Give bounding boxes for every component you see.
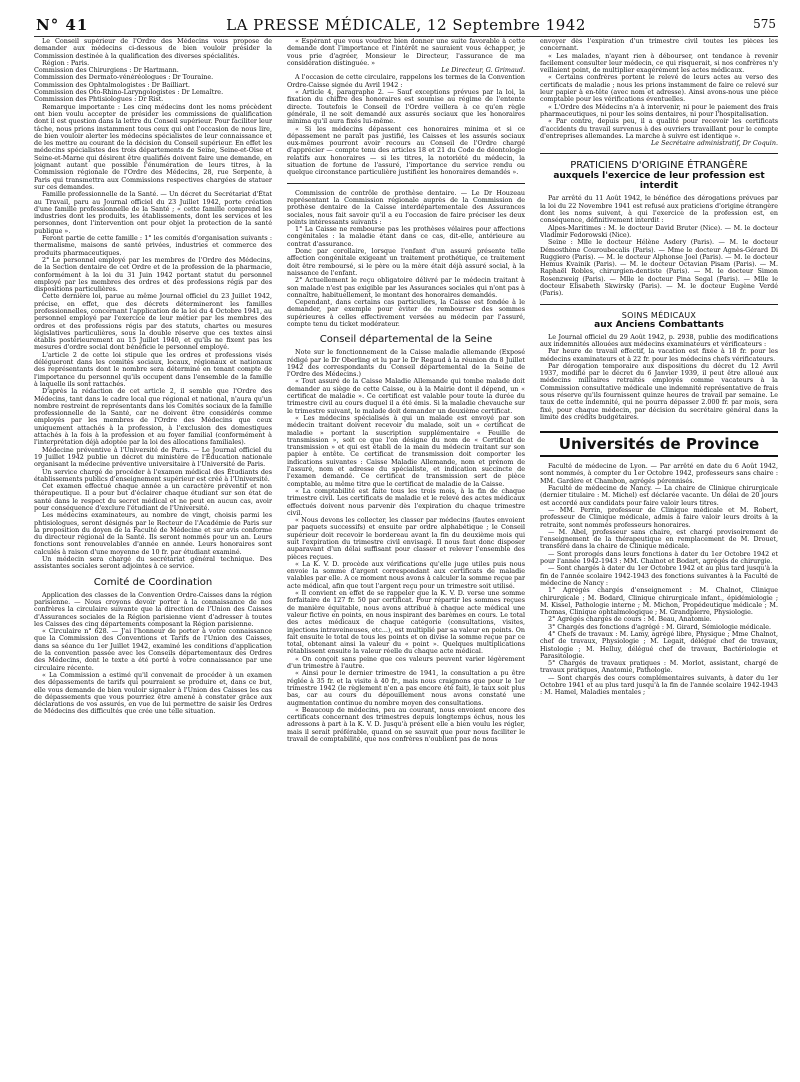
list-item: 3° Chargés des fonctions d'agrégé : M. Girard, Sémiologie médicale. <box>548 622 772 631</box>
section-subtitle: aux Anciens Combattants <box>594 319 724 330</box>
page-header <box>34 14 778 37</box>
paragraph: 2° Le personnel employé par les membres de l'Ordre des Médecins, de la Section dentaire de cet Ordre et de la profession de la pharmacie, conformément à la loi du 31 Juin 1942 portant statut du personnel employé par les membres des ordres et des professions régis par des dispositions particulières. <box>34 255 272 294</box>
list-item: — Sont chargés des cours complémentaires suivants, à dater du 1er Octobre 1941 et au plus tard jusqu'à la fin de l'année scolaire 1942-1943 : M. Hamel, Maladies mentales ; <box>540 673 778 697</box>
paragraph: Commission de contrôle de prothèse dentaire. — Le Dr Houzeau représentant la Commission régionale auprès de la Commission de prothèse dentaire de la Caisse interdépartementale des Assurances sociales, nous fait savoir qu'il a eu l'occasion de faire préciser les deux points intéressants suivants : <box>287 188 525 226</box>
issue-date: 12 Septembre 1942 <box>427 16 586 34</box>
section-title: SOINS MÉDICAUX <box>621 310 697 320</box>
paragraph: Par dérogation temporaire aux dispositions du décret du 12 Avril 1937, modifié par le décret du 6 Janvier 1939, il peut être alloué aux médecins militaires retraités employés comme vacateurs à la Commission consultative médicale une indemnité représentative de frais sous réserve qu'ils fournissent quinze heures de travail par semaine. Le taux de cette indemnité, qui ne pourra dépasser 2.000 fr. par mois, sera fixé, pour chaque médecin, par décision du secrétaire général dans la limite des crédits budgétaires. <box>540 361 778 421</box>
paragraph: — Sont prorogés dans leurs fonctions à dater du 1er Octobre 1942 et pour l'année 1942-1943 : MM. Chalnot et Bodart, agrégés de chirurgie. <box>540 549 778 566</box>
newspaper-page <box>34 14 778 1074</box>
section-title: Universités de Province <box>558 435 760 454</box>
paragraph: Note sur le fonctionnement de la Caisse maladie allemande (Exposé rédigé par le Dr Oberling et lu par le Dr Regaud à la réunion du 8 Juillet 1942 des correspondants du Conseil départemental de la Seine de l'Ordre des Médecins.) <box>287 348 525 379</box>
page-number: 575 <box>753 17 776 31</box>
paragraph: L'article 2 de cette loi stipule que les ordres et professions visés délégueront dans les comités sociaux, locaux, régionaux et nationaux des représentants dont le nombre sera déterminé en tenant compte de l'importance du personnel qu'ils occupent dans l'ensemble de la famille à laquelle ils sont rattachés. <box>34 350 272 388</box>
section-subtitle: auxquels l'exercice de leur profession est interdit <box>553 171 765 192</box>
paragraph: « Les médecins spécialisés à qui un malade est envoyé par son médecin traitant doivent recevoir du malade, soit un « certificat de maladie » portant la suscription supplémentaire « Feuille de transmission », soit ce que l'on désigne du nom de « Certificat de transmission » et qui est établi de la main du médecin traitant sur son papier à entête. Ce certificat de transmission doit comporter les indications suivantes : Caisse Maladie Allemande, nom et prénom de l'assuré, nom et adresse du spécialiste, et indication succincte de l'examen demandé. Ce certificat de transmission sert de pièce comptable, au même titre que le certificat de maladie de la Caisse. <box>287 413 525 488</box>
column-1 <box>34 38 272 1074</box>
list-item: Commission des Chirurgiens : Dr Hartmann. <box>34 66 179 75</box>
paragraph: — Sont chargés à dater du 1er Octobre 1942 et au plus tard jusqu'à la fin de l'année scolaire 1942-1943 des fonctions suivantes à la Faculté de médecine de Nancy : <box>540 564 778 587</box>
paragraph: « On conçoit sans peine que ces valeurs peuvent varier légèrement d'un trimestre à l'autre. <box>287 654 525 671</box>
section-title: Conseil départemental de la Seine <box>319 334 493 346</box>
section-heading <box>287 334 525 345</box>
section-heading <box>34 577 272 588</box>
paragraph: « Si les médecins dépassent ces honoraires minima et si ce dépassement ne paraît pas justifié, les Caisses et les assurés sociaux eux-mêmes pourront avoir recours au Conseil de l'Ordre chargé d'apprécier — compte tenu des articles 18 et 21 du Code de déontologie relatifs aux honoraires — si les titres, la notoriété du médecin, la situation de fortune de l'assuré, l'importance du service rendu ou quelque circonstance particulière justifient les honoraires demandés ». <box>287 124 525 177</box>
paragraph: Seine : Mlle le docteur Hélène Asdery (Paris). — M. le docteur Démosthène Couroubecalis (Paris). — Mme le docteur Agnès-Gérard Di Ruggiero (Paris). — M. le docteur Alphonse Joel (Paris). — M. le docteur Hemus Kvainik (Paris). — M. le docteur Octavian Pisam (Paris). — M. Raphaël Robles, chirurgien-dentiste (Paris). — M. le docteur Simon Rosenzweig (Paris). — Mlle le docteur Pina Segal (Paris). — Mlle le docteur Elisabeth Skwirsky (Paris). — M. le docteur Eugène Verdé (Paris). <box>540 238 778 298</box>
list-item: Commission des Oto-Rhino-Laryngologistes : Dr Lemaître. <box>34 88 224 97</box>
divider <box>540 304 778 305</box>
paragraph: 2° Actuellement le reçu obligatoire délivré par le médecin traitant à son malade n'est pas exigible par les Assurances sociales qui n'ont pas à connaître, habituellement, le montant des honoraires demandés. <box>287 276 525 299</box>
paragraph: Le Journal officiel du 29 Août 1942, p. 2938, publie des modifications aux indemnités allouées aux médecins examinateurs et vérificateurs : <box>540 332 778 348</box>
paragraph: Le Conseil supérieur de l'Ordre des Médecins vous propose de demander aux médecins ci-dessous de bien vouloir présider la Commission destinée à la qualification des diverses spécialités. <box>34 38 272 60</box>
paragraph: « Par contre, depuis peu, il a qualité pour recevoir les certificats d'accidents du travail survenus à des ouvriers travaillant pour le compte d'entreprises allemandes. La marche à suivre est identique ». <box>540 117 778 140</box>
paragraph: Médecine préventive à l'Université de Paris. — Le Journal officiel du 19 Juillet 1942 publie un décret du ministère de l'Éducation nationale organisant la médecine préventive universitaire à l'Université de Paris. <box>34 445 272 469</box>
paragraph: Par heure de travail effectif, la vacation est fixée à 18 fr. pour les médecins examinateurs et à 22 fr. pour les médecins chefs vérificateurs. <box>540 347 778 363</box>
paragraph: Faculté de médecine de Lyon. — Par arrêté en date du 6 Août 1942, sont nommés, à compter du 1er Octobre 1942, professeurs sans chaire : MM. Gardère et Chambon, agrégés pérennisés. <box>540 462 778 485</box>
paragraph: Région : Paris. <box>42 58 90 67</box>
paragraph: 1° La Caisse ne rembourse pas les prothèses vélaires pour affections congénitales : la maladie étant dans ce cas, dit-elle, antérieure au contrat d'assurance. <box>287 225 525 248</box>
issue-number: N° 41 <box>36 16 89 34</box>
paragraph: Alpes-Maritimes : M. le docteur David Bruter (Nice). — M. le docteur Vladimir Fedorowski (Nice). <box>540 223 778 239</box>
paragraph: « Ainsi pour le dernier trimestre de 1941, la consultation a pu être réglée à 35 fr. et la visite à 40 fr., mais nous craignons que pour le 1er trimestre 1942 (le règlement n'en a pas encore été fait), le taux soit plus bas, car au cours du dépouillement nous avons constaté une augmentation continue du nombre moyen des consultations. <box>287 669 525 707</box>
paragraph: D'après la rédaction de cet article 2, il semble que l'Ordre des Médecins, tant dans le cadre local que régional et national, n'aura qu'un nombre restreint de représentants dans les Comités sociaux de la famille professionnelle de la Santé, car ne doivent être considérés comme employés par les membres de l'Ordre des Médecins que ceux uniquement attachés à la profession, à l'exclusion des domestiques attachés à la fois à la profession et au foyer familial (conformément à l'interprétation déjà adoptée par la loi des allocations familiales). <box>34 387 272 447</box>
paragraph: « Tout assuré de la Caisse Maladie Allemande qui tombe malade doit demander au siège de cette Caisse, ou à la Mairie dont il dépend, un « certificat de maladie ». Ce certificat est valable pour toute la durée du trimestre civil au cours duquel il a été émis. Si la maladie chevauche sur le trimestre suivant, le malade doit demander un deuxième certificat. <box>287 377 525 415</box>
paragraph: « L'Ordre des Médecins n'a à intervenir, ni pour le paiement des frais pharmaceutiques, ni pour les soins dentaires, ni pour l'hospitalisation. <box>540 102 778 118</box>
section-heading <box>540 431 778 457</box>
list-item: 2° Agrégés chargés de cours : M. Beau, Anatomie. <box>548 615 712 624</box>
paragraph: — MM. Perrin, professeur de Clinique médicale et M. Robert, professeur de Clinique médicale, admis à faire valoir leurs droits à la retraite, sont nommés professeurs honoraires. <box>540 505 778 529</box>
paragraph: « Espérant que vous voudrez bien donner une suite favorable à cette demande dont l'importance et l'intérêt ne sauraient vous échapper, je vous prie d'agréer, Monsieur le Directeur, l'assurance de ma considération distinguée. » <box>287 38 525 67</box>
paragraph: Les médecins examinateurs, au nombre de vingt, choisis parmi les phtisiologues, seront désignés par le Recteur de l'Académie de Paris sur la proposition du doyen de la Faculté de Médecine et sur avis conforme du directeur régional de la Santé. Ils seront nommés pour un an. Leurs fonctions sont renouvelables d'année en année. Leurs honoraires sont calculés à raison d'une moyenne de 10 fr. par étudiant examiné. <box>34 511 272 556</box>
paragraph: « Beaucoup de médecins, peu au courant, nous envoient encore des certificats concernant des trimestres depuis longtemps échus, nous les adressons à part à la K. V. D. Jusqu'à présent elle a bien voulu les régler, mais il serait préférable, quand on se sauvait que pour nous faciliter le travail de comptabilité, que nos confrères n'oublient pas de nous <box>287 705 525 744</box>
signature: Le Directeur, G. Grimaud. <box>441 66 525 75</box>
divider <box>540 153 778 154</box>
masthead <box>34 16 778 34</box>
paragraph: A l'occasion de cette circulaire, rappelons les termes de la Convention Ordre-Caisse signée du Avril 1942 : <box>287 73 525 89</box>
list-item: 1° Agrégés chargés d'enseignement : M. Chalnot, Clinique chirurgicale ; M. Bodard, Clinique chirurgicale infant., épidémiologie ; M. Kissel, Pathologie interne ; M. Michon, Propédeutique médicale ; M. Thomas, Clinique ophtalmologique ; M. Grandpierre, Physiologie. <box>540 586 778 617</box>
divider <box>287 183 525 184</box>
journal-title: LA PRESSE MÉDICALE, <box>226 16 422 34</box>
list-item: Commission des Phtisiologues : Dr Rist. <box>34 95 164 104</box>
paragraph: « Circulaire n° 628. — J'ai l'honneur de porter à votre connaissance que la Commission des Conventions et Tarifs de l'Union des Caisses, dans sa séance du 1er Juillet 1942, examiné les conditions d'application de la convention passée avec les Conseils départementaux des Ordres des Médecins, dont le texte a été porté à votre connaissance par une circulaire récente. <box>34 627 272 672</box>
paragraph: « La comptabilité est faite tous les trois mois, à la fin de chaque trimestre civil. Les certificats de maladie et le relevé des actes médicaux effectués doivent nous parvenir dès l'expiration du chaque trimestre civil. <box>287 486 525 517</box>
list-item: 5° Chargés de travaux pratiques : M. Morlot, assistant, chargé de travaux pratiques, Anatomie, Pathologie. <box>540 659 778 675</box>
paragraph: « La K. V. D. procède aux vérifications qu'elle juge utiles puis nous envoie la somme d'argent correspondant aux certificats de maladie valables par elle. A ce moment nous avons à calculer la somme reçue par acte médical, afin que tout l'argent reçu pour un trimestre soit utilisé. <box>287 559 525 590</box>
paragraph: envoyer dès l'expiration d'un trimestre civil toutes les pièces les concernant. <box>540 38 778 53</box>
paragraph: « Il convient en effet de se rappeler que la K. V. D. verse une somme forfaitaire de 127 fr. 50 par certificat. Pour répartir les sommes reçues de manière équitable, nous avons attribué à chaque acte médical une valeur fictive en points, en nous inspirant des barèmes en cours. Le total des actes médicaux de chaque catégorie (consultations, visites, injections intraveineuses, etc...), est multiplié par sa valeur en points. On fait ensuite le total de tous les points et on divise la somme reçue par ce total, obtenant ainsi la valeur du « point ». Quelques multiplications rétablissent ensuite la valeur réelle du chaque acte médical. <box>287 589 525 656</box>
paragraph: Donc par corollaire, lorsque l'enfant d'un assuré présente telle affection congénitale exigeant un traitement prothétique, ce traitement doit être remboursé, si le père ou la mère était déjà assuré social, à la naissance de l'enfant. <box>287 247 525 277</box>
paragraph: Faculté de médecine de Nancy. — La chaire de Clinique chirurgicale (dernier titulaire : M. Michel) est déclarée vacante. Un délai de 20 jours est accordé aux candidats pour faire valoir leurs titres. <box>540 484 778 507</box>
paragraph: Famille professionnelle de la Santé. — Un décret du Secrétariat d'État au Travail, paru au Journal officiel du 23 Juillet 1942, porte création d'une famille professionnelle de la Santé ; « cette famille comprend les industries dont les produits, les établissements, dont les services et les personnes, dont l'intervention ont pour objet la protection de la santé publique ». <box>34 190 272 235</box>
list-item: 4° Chefs de travaux : M. Lamy, agrégé libre, Physique ; Mme Chalnot, chef de travaux, Physiologie ; M. Legait, délégué chef de travaux, Histologie ; M. Helluy, délégué chef de travaux, Bactériologie et Parasitologie. <box>540 630 778 660</box>
paragraph: Un médecin sera chargé du secrétariat général technique. Des assistantes sociales seront adjointes à ce service. <box>34 555 272 571</box>
section-title: Comité de Coordination <box>93 576 213 588</box>
paragraph: Application des classes de la Convention Ordre-Caisses dans la région parisienne. — Nous croyons devoir porter à la connaissance de nos confrères la circulaire suivante que la direction de l'Union des Caisses d'Assurances sociales de la Région parisienne vient d'adresser à toutes les Caisses des cinq départements composant la Région parisienne. <box>34 590 272 628</box>
paragraph: « Certains confrères portent le relevé de leurs actes au verso des certificats de maladie ; nous les prions instamment de faire ce relevé sur leur papier à en-tête (avec nom et adresse). Ainsi avons-nous une pièce comptable pour les vérifications éventuelles. <box>540 73 778 104</box>
paragraph: « Nous devons les collecter, les classer par médecins (fautes envoient par paquets successifs) et ensuite par ordre alphabétique ; le Conseil supérieur doit recevoir le bordereau avant la fin du deuxième mois qui suit l'expiration du trimestre civil envisagé. Il nous faut donc disposer auparavant d'un délai suffisant pour classer et relever l'ensemble des pièces reçues. <box>287 516 525 561</box>
section-heading <box>540 160 778 191</box>
paragraph: Cet examen effectué chaque année a un caractère préventif et non thérapeutique. Il a pour but d'éclairer chaque étudiant sur son état de santé dans le respect du secret médical et ne peut en aucun cas, avoir pour conséquence d'exclure l'étudiant de l'Université. <box>34 482 272 512</box>
signature: Le Secrétaire administratif, Dr Coquin. <box>651 139 778 148</box>
paragraph: Remarque importante : Les cinq médecins dont les noms précèdent ont bien voulu accepter de présider les commissions de qualification dont il est question dans la lettre du Conseil supérieur. Pour faciliter leur tâche, nous prions instamment tous ceux qui ont l'occasion de nous lire, de bien vouloir alerter les médecins spécialistes de leur connaissance et de les mettre au courant de la décision du Conseil supérieur. En effet les médecins spécialistes des trois départements de Seine, Seine-et-Oise et Seine-et-Marne qui désirent être qualifiés doivent faire une demande, en joignant autant que possible l'énumération de leurs titres, à la Commission régionale de l'Ordre des Médecins, 28, rue Serpente, à Paris qui transmettra aux Commissions respectives chargées de statuer sur ces demandes. <box>34 102 272 191</box>
list-item: Commission des Ophtalmologistes : Dr Bailliart. <box>34 80 190 89</box>
section-heading <box>540 311 778 330</box>
paragraph: « Les malades, n'ayant rien à débourser, ont tendance à revenir facilement consulter leur médecin, ce qui risquerait, si nos confrères n'y veillaient point, de multiplier exagérément les actes médicaux. <box>540 51 778 75</box>
paragraph: « Article 4, paragraphe 2. — Sauf exceptions prévues par la loi, la fixation du chiffre des honoraires est soumise au régime de l'entente directe. Toutefois le Conseil de l'Ordre veillera à ce qu'en règle générale, il ne soit demandé aux assurés sociaux que les honoraires minima qu'il aura fixés lui-même. <box>287 88 525 126</box>
paragraph: Feront partie de cette famille : 1° les comités d'organisation suivants : thermalisme, maisons de santé privées, industries et commerce des produits pharmaceutiques. <box>34 234 272 257</box>
paragraph: « La Commission a estimé qu'il convenait de procéder à un examen des dépassements de tarifs qui pourraient se produire et, dans ce but, elle vous demande de bien vouloir signaler à l'Union des Caisses les cas de dépassements que vous pourriez être amené à constater grâce aux déclarations de vos assurés, en vue de lui permettre de saisir les Ordres de Médecins des difficultés que crée une telle situation. <box>34 670 272 716</box>
section-title: PRATICIENS D'ORIGINE ÉTRANGÈRE <box>570 160 748 172</box>
paragraph: — M. Abel, professeur sans chaire, est chargé provisoirement de l'enseignement de la thérapeutique en remplacement de M. Drouet, transféré dans la chaire de Clinique médicale. <box>540 527 778 551</box>
column-3 <box>540 38 778 1074</box>
paragraph: Cette dernière loi, parue au même Journal officiel du 23 Juillet 1942, précise, en effet, que des décrets détermineront les familles professionnelles, concernant l'application de la loi du 4 Octobre 1941, au personnel employé par l'exercice de leur métier par les membres des ordres et des professions régis par des statuts, chartes ou mesures législatives particulières, sous la double réserve que ces textes ainsi établis postérieurement au 15 Juillet 1940, et qu'ils ne fixent pas les mesures d'ordre social dont bénéficie le personnel employé. <box>34 292 272 352</box>
paragraph: Par arrêté du 11 Août 1942, le bénéfice des dérogations prévues par la loi du 22 Novembre 1941 est refusé aux praticiens d'origine étrangère dont les noms suivent, à qui l'exercice de la profession est, en conséquence, définitivement interdit : <box>540 194 778 225</box>
column-2 <box>287 38 525 1074</box>
paragraph: Cependant, dans certains cas particuliers, la Caisse est fondée à le demander, par exemple pour éviter de rembourser des sommes supérieures à celles effectivement versées au médecin par l'assuré, compte tenu du ticket modérateur. <box>287 298 525 328</box>
paragraph: Un service chargé de procéder à l'examen médical des Étudiants des établissements publics d'enseignement supérieur est créé à l'Université. <box>34 467 272 483</box>
list-item: Commission des Dermato-vénéréologues : Dr Touraine. <box>34 73 214 82</box>
